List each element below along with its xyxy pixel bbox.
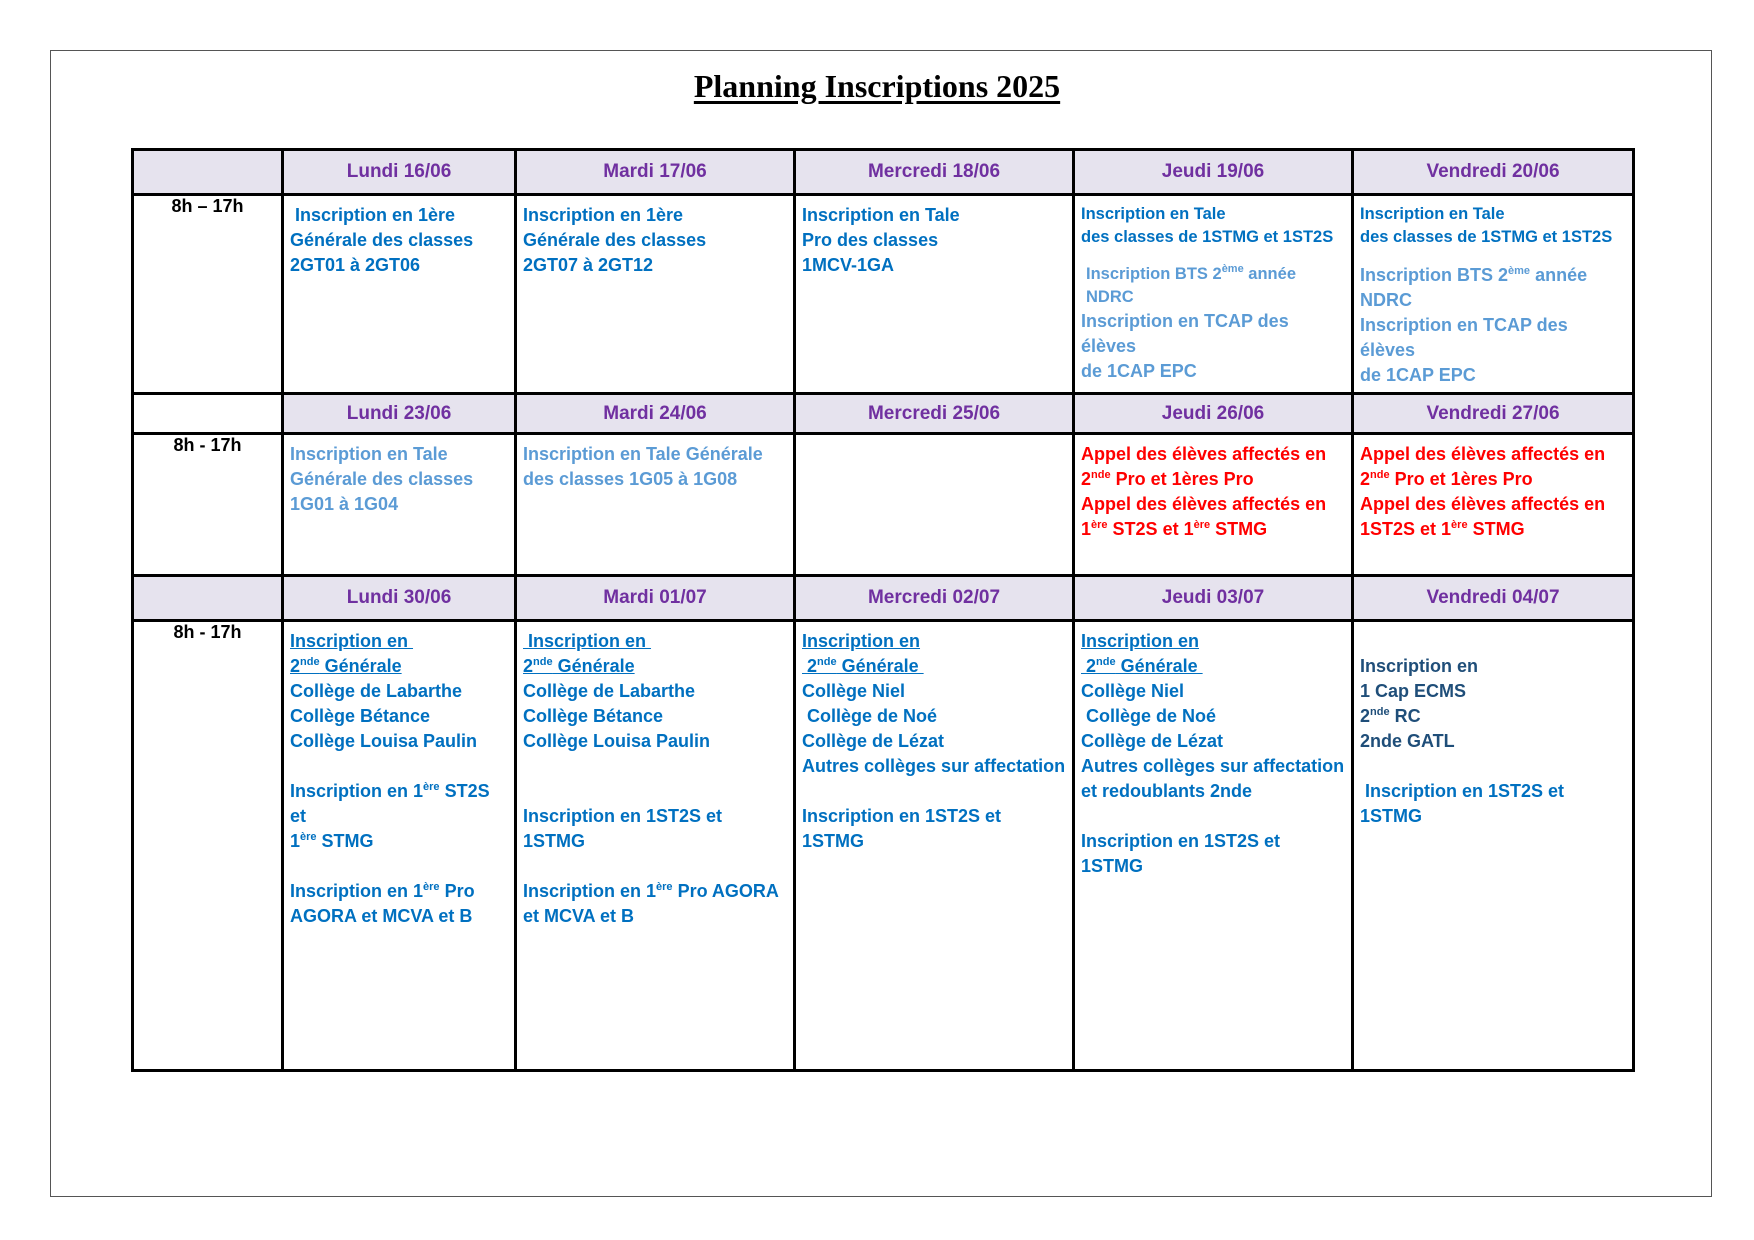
week-2-content-row xyxy=(133,434,1634,576)
day-header: Jeudi 19/06 xyxy=(1074,150,1353,195)
time-slot: 8h - 17h xyxy=(133,434,283,576)
day-header: Lundi 16/06 xyxy=(283,150,516,195)
schedule-cell: Inscription en 2nde Générale Collège Niel Collège de Noé Collège de Lézat Autres collèges sur affectation Inscription en 1ST2S et 1STMG xyxy=(795,621,1074,1071)
corner-cell xyxy=(133,150,283,195)
time-slot: 8h – 17h xyxy=(133,195,283,394)
corner-cell xyxy=(133,576,283,621)
schedule-cell: Appel des élèves affectés en 2nde Pro et 1ères Pro Appel des élèves affectés en 1ST2S et 1ère STMG xyxy=(1353,434,1634,576)
day-header: Vendredi 04/07 xyxy=(1353,576,1634,621)
day-header: Vendredi 27/06 xyxy=(1353,394,1634,434)
time-slot: 8h - 17h xyxy=(133,621,283,1071)
day-header: Mardi 24/06 xyxy=(516,394,795,434)
day-header: Mardi 01/07 xyxy=(516,576,795,621)
week-1-header-row xyxy=(133,150,1634,195)
week-2-header-row xyxy=(133,394,1634,434)
day-header: Mercredi 25/06 xyxy=(795,394,1074,434)
schedule-cell: Inscription en Tale des classes de 1STMG et 1ST2S Inscription BTS 2ème année NDRC Inscription en TCAP des élèves de 1CAP EPC xyxy=(1074,195,1353,394)
day-header: Jeudi 26/06 xyxy=(1074,394,1353,434)
schedule-cell: Inscription en Tale Générale des classes 1G01 à 1G04 xyxy=(283,434,516,576)
schedule-cell: Inscription en 1ère Générale des classes 2GT07 à 2GT12 xyxy=(516,195,795,394)
schedule-cell: Inscription en 1ère Générale des classes 2GT01 à 2GT06 xyxy=(283,195,516,394)
schedule-cell: Inscription en Tale des classes de 1STMG et 1ST2S Inscription BTS 2ème année NDRC Inscription en TCAP des élèves de 1CAP EPC xyxy=(1353,195,1634,394)
day-header: Mercredi 18/06 xyxy=(795,150,1074,195)
week-1-content-row xyxy=(133,195,1634,394)
schedule-cell: Inscription en 2nde Générale Collège de Labarthe Collège Bétance Collège Louisa Paulin Inscription en 1ST2S et 1STMG Inscription en 1ère Pro AGORA et MCVA et B xyxy=(516,621,795,1071)
day-header: Vendredi 20/06 xyxy=(1353,150,1634,195)
schedule-cell: Inscription en 1 Cap ECMS 2nde RC 2nde GATL Inscription en 1ST2S et 1STMG xyxy=(1353,621,1634,1071)
schedule-cell: Inscription en Tale Pro des classes 1MCV-1GA xyxy=(795,195,1074,394)
week-3-header-row xyxy=(133,576,1634,621)
week-3-content-row xyxy=(133,621,1634,1071)
day-header: Mardi 17/06 xyxy=(516,150,795,195)
schedule-cell: Inscription en Tale Générale des classes 1G05 à 1G08 xyxy=(516,434,795,576)
schedule-cell-empty xyxy=(795,434,1074,576)
schedule-cell: Inscription en 2nde Générale Collège de Labarthe Collège Bétance Collège Louisa Paulin Inscription en 1ère ST2S et 1ère STMG Inscription en 1ère Pro AGORA et MCVA et B xyxy=(283,621,516,1071)
day-header: Jeudi 03/07 xyxy=(1074,576,1353,621)
schedule-table xyxy=(131,148,1635,1072)
day-header: Lundi 30/06 xyxy=(283,576,516,621)
day-header: Lundi 23/06 xyxy=(283,394,516,434)
schedule-cell: Appel des élèves affectés en 2nde Pro et 1ères Pro Appel des élèves affectés en 1ère ST2S et 1ère STMG xyxy=(1074,434,1353,576)
page-title: Planning Inscriptions 2025 xyxy=(693,68,1061,104)
schedule-cell: Inscription en 2nde Générale Collège Niel Collège de Noé Collège de Lézat Autres collèges sur affectation et redoublants 2nde Inscription en 1ST2S et 1STMG xyxy=(1074,621,1353,1071)
day-header: Mercredi 02/07 xyxy=(795,576,1074,621)
corner-cell xyxy=(133,394,283,434)
